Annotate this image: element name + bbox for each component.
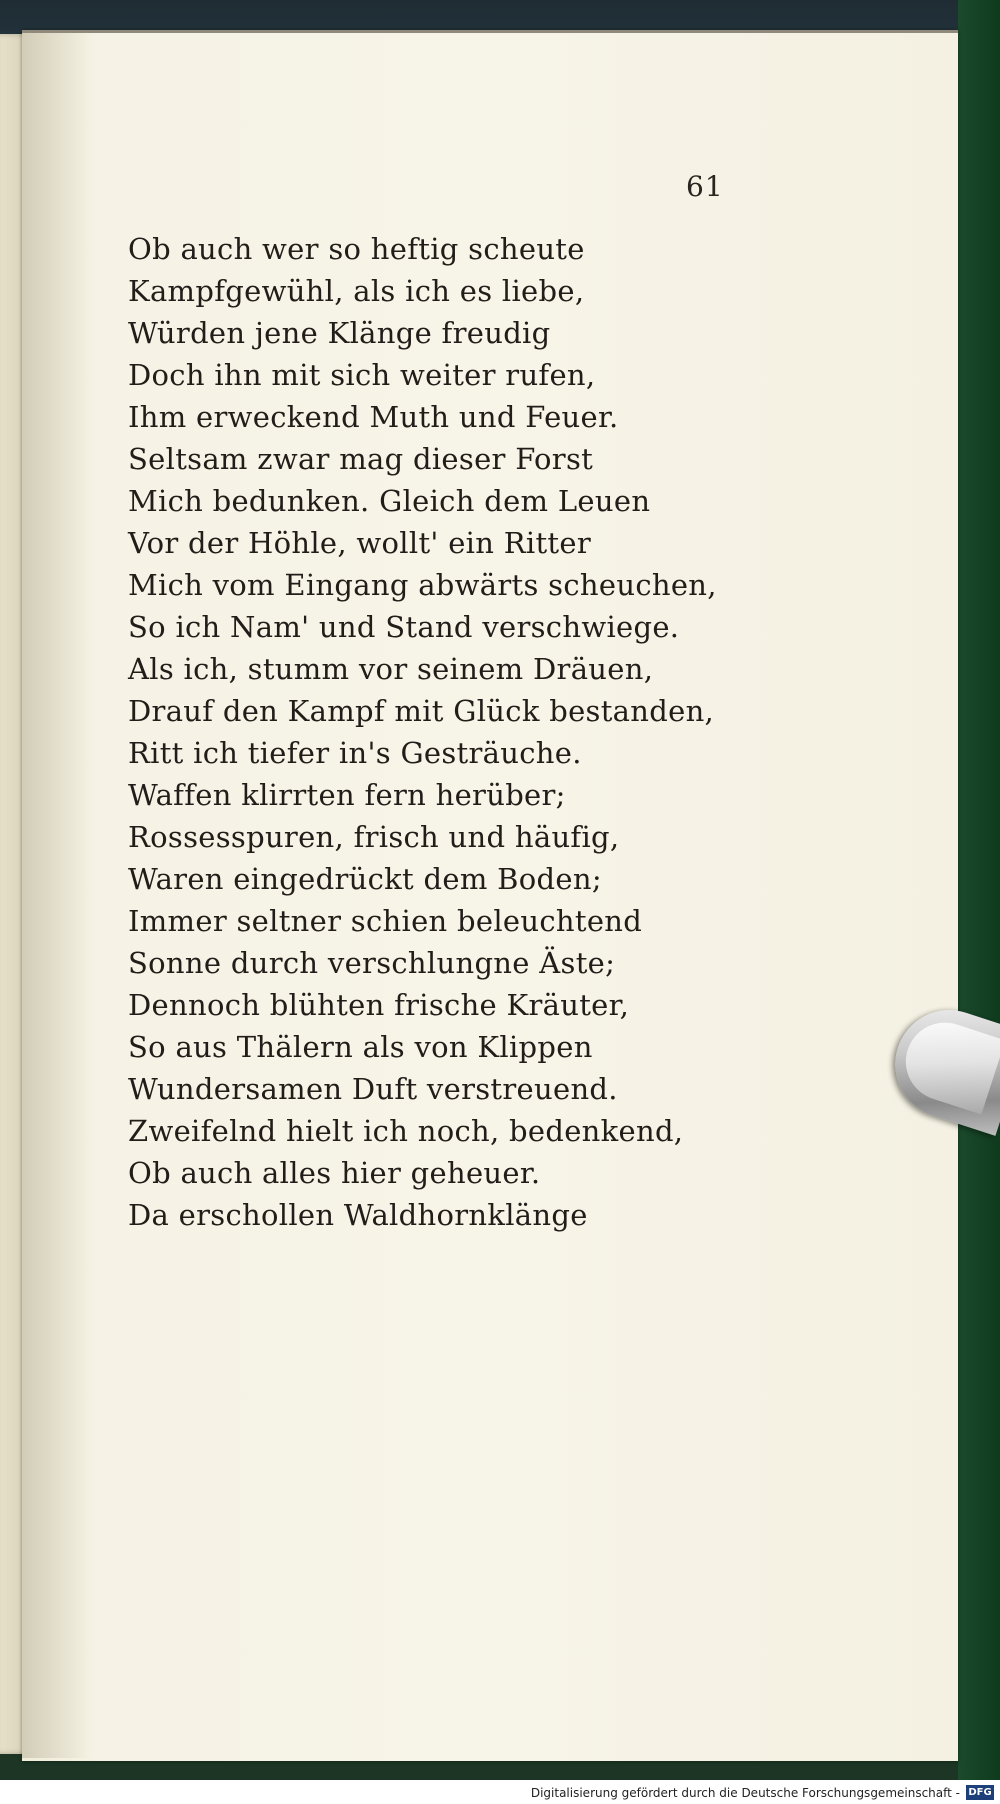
poem-line: Wundersamen Duft verstreuend. — [128, 1072, 618, 1106]
poem-line: Waffen klirrten fern herüber; — [128, 778, 566, 812]
poem-line: So aus Thälern als von Klippen — [128, 1030, 593, 1064]
footer-credit: Digitalisierung gefördert durch die Deutsche Forschungsgemeinschaft - — [530, 1786, 960, 1800]
poem-text — [128, 228, 717, 1236]
page-clip-highlight — [896, 1013, 1000, 1115]
poem-line: Ihm erweckend Muth und Feuer. — [128, 400, 619, 434]
poem-line: Mich vom Eingang abwärts scheuchen, — [128, 568, 717, 602]
poem-line: Vor der Höhle, wollt' ein Ritter — [128, 526, 591, 560]
poem-line: Kampfgewühl, als ich es liebe, — [128, 274, 585, 308]
gutter-shadow — [22, 33, 92, 1758]
page-number: 61 — [686, 170, 724, 203]
poem-line: Mich bedunken. Gleich dem Leuen — [128, 484, 651, 518]
dfg-logo: DFG — [966, 1785, 994, 1800]
poem-line: Immer seltner schien beleuchtend — [128, 904, 643, 938]
scan-right-border — [958, 0, 1000, 1804]
poem-line: Als ich, stumm vor seinem Dräuen, — [128, 652, 654, 686]
poem-line: Doch ihn mit sich weiter rufen, — [128, 358, 596, 392]
poem-line: Rossesspuren, frisch und häufig, — [128, 820, 620, 854]
poem-line: Ritt ich tiefer in's Gesträuche. — [128, 736, 582, 770]
poem-line: Drauf den Kampf mit Glück bestanden, — [128, 694, 715, 728]
scan-top-border — [0, 0, 1000, 34]
poem-line: Seltsam zwar mag dieser Forst — [128, 442, 594, 476]
poem-line: Dennoch blühten frische Kräuter, — [128, 988, 630, 1022]
poem-line: Da erschollen Waldhornklänge — [128, 1198, 588, 1232]
poem-line: Waren eingedrückt dem Boden; — [128, 862, 602, 896]
poem-line: Würden jene Klänge freudig — [128, 316, 551, 350]
poem-line: Sonne durch verschlungne Äste; — [128, 946, 616, 980]
poem-line: Zweifelnd hielt ich noch, bedenkend, — [128, 1114, 684, 1148]
poem-line: Ob auch wer so heftig scheute — [128, 232, 585, 266]
poem-line: Ob auch alles hier geheuer. — [128, 1156, 541, 1190]
poem-line: So ich Nam' und Stand verschwiege. — [128, 610, 680, 644]
